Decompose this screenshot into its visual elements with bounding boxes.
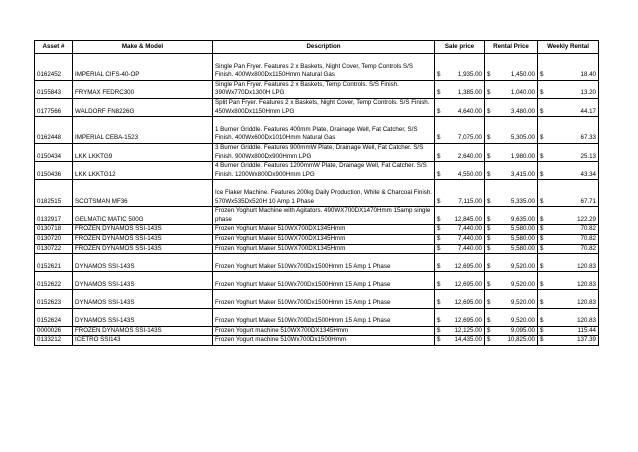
currency-symbol: $ <box>437 197 441 205</box>
table-row <box>35 272 599 290</box>
currency-symbol: $ <box>487 336 491 344</box>
header-description: Description <box>213 41 435 54</box>
cell-asset: 0152622 <box>35 272 73 290</box>
cell-description: Frozen Yogurt machine 510WX700DX1345Hmm <box>213 326 435 336</box>
table-row <box>35 254 599 272</box>
table-row <box>35 244 599 254</box>
header-sale-price: Sale price <box>435 41 485 54</box>
currency-symbol: $ <box>487 170 491 178</box>
cell-sale-price-amount: 7,075.00 <box>457 134 482 142</box>
cell-sale-price-amount: 7,440.00 <box>457 234 482 242</box>
currency-symbol: $ <box>540 134 544 142</box>
cell-sale-price <box>435 80 485 98</box>
cell-weekly-rental-amount: 120.83 <box>577 317 596 325</box>
currency-symbol: $ <box>437 225 441 233</box>
cell-weekly-rental <box>538 272 599 290</box>
cell-weekly-rental-amount: 43.34 <box>580 170 596 178</box>
cell-weekly-rental-amount: 137.39 <box>577 336 596 344</box>
cell-rental-price <box>485 54 538 81</box>
currency-symbol: $ <box>540 71 544 79</box>
cell-weekly-rental-amount: 120.83 <box>577 280 596 288</box>
cell-model: DYNAMOS SSI-143S <box>73 290 213 308</box>
cell-model: DYNAMOS SSI-143S <box>73 272 213 290</box>
cell-rental-price-amount: 9,520.00 <box>510 299 535 307</box>
cell-rental-price-amount: 9,520.00 <box>510 317 535 325</box>
cell-sale-price-amount: 12,695.00 <box>454 262 482 270</box>
cell-sale-price-amount: 1,935.00 <box>457 71 482 79</box>
currency-symbol: $ <box>487 262 491 270</box>
cell-sale-price <box>435 98 485 116</box>
cell-weekly-rental <box>538 180 599 207</box>
cell-sale-price <box>435 162 485 180</box>
header-rental-price: Rental Price <box>485 41 538 54</box>
currency-symbol: $ <box>540 107 544 115</box>
currency-symbol: $ <box>540 262 544 270</box>
currency-symbol: $ <box>540 225 544 233</box>
cell-asset: 0177566 <box>35 98 73 116</box>
cell-weekly-rental <box>538 326 599 336</box>
cell-description: Ice Flaker Machine. Features 200kg Daily Production, White & Charcoal Finish. 570Wx535Dx520H 10 Amp 1 Phase <box>213 180 435 207</box>
cell-rental-price-amount: 3,480.00 <box>510 107 535 115</box>
cell-weekly-rental <box>538 98 599 116</box>
cell-weekly-rental-amount: 70.82 <box>580 244 596 252</box>
cell-rental-price <box>485 336 538 346</box>
equipment-sheet <box>34 40 598 346</box>
cell-model: FROZEN DYNAMOS SSI-143S <box>73 326 213 336</box>
cell-sale-price-amount: 12,845.00 <box>454 215 482 223</box>
cell-sale-price <box>435 54 485 81</box>
cell-model: FROZEN DYNAMOS SSI-143S <box>73 225 213 235</box>
cell-sale-price <box>435 234 485 244</box>
cell-description: Frozen Yogurt machine 510Wx700Dx1500Hmm <box>213 336 435 346</box>
cell-rental-price-amount: 1,040.00 <box>510 89 535 97</box>
currency-symbol: $ <box>487 317 491 325</box>
cell-sale-price <box>435 225 485 235</box>
cell-weekly-rental <box>538 308 599 326</box>
cell-rental-price <box>485 290 538 308</box>
cell-rental-price-amount: 9,635.00 <box>510 215 535 223</box>
cell-model: WALDORF FN8226G <box>73 98 213 116</box>
cell-rental-price-amount: 3,415.00 <box>510 170 535 178</box>
cell-weekly-rental <box>538 225 599 235</box>
currency-symbol: $ <box>540 215 544 223</box>
currency-symbol: $ <box>487 152 491 160</box>
cell-rental-price-amount: 1,450.00 <box>510 71 535 79</box>
currency-symbol: $ <box>540 280 544 288</box>
cell-rental-price-amount: 5,335.00 <box>510 197 535 205</box>
cell-rental-price-amount: 9,520.00 <box>510 262 535 270</box>
cell-sale-price-amount: 4,550.00 <box>457 170 482 178</box>
cell-sale-price-amount: 12,695.00 <box>454 280 482 288</box>
currency-symbol: $ <box>540 234 544 242</box>
cell-rental-price-amount: 5,305.00 <box>510 134 535 142</box>
cell-model: GELMATIC MATIC 500G <box>73 207 213 225</box>
table-row <box>35 162 599 180</box>
cell-rental-price-amount: 10,825.00 <box>507 336 535 344</box>
currency-symbol: $ <box>487 244 491 252</box>
currency-symbol: $ <box>437 107 441 115</box>
currency-symbol: $ <box>437 336 441 344</box>
cell-description: Frozen Yoghurt Maker 510WX700DX1345Hmm <box>213 244 435 254</box>
cell-rental-price <box>485 80 538 98</box>
cell-rental-price-amount: 1,980.00 <box>510 152 535 160</box>
cell-sale-price-amount: 7,115.00 <box>458 197 482 205</box>
cell-sale-price-amount: 7,440.00 <box>457 244 482 252</box>
cell-model: SCOTSMAN MF36 <box>73 180 213 207</box>
cell-sale-price <box>435 143 485 161</box>
table-row <box>35 80 599 98</box>
cell-asset: 0152624 <box>35 308 73 326</box>
cell-description: Single Pan Fryer. Features 2 x Baskets, Temp Controls. S/S Finish. 390Wx770Dx1300H LPG <box>213 80 435 98</box>
header-row <box>35 41 599 54</box>
cell-sale-price <box>435 290 485 308</box>
cell-sale-price <box>435 254 485 272</box>
cell-model: DYNAMOS SSI-143S <box>73 254 213 272</box>
table-row <box>35 207 599 225</box>
table-row <box>35 326 599 336</box>
currency-symbol: $ <box>540 197 544 205</box>
cell-rental-price-amount: 5,580.00 <box>510 234 535 242</box>
cell-weekly-rental-amount: 67.33 <box>580 134 596 142</box>
cell-sale-price <box>435 244 485 254</box>
cell-asset: 0130722 <box>35 244 73 254</box>
cell-asset: 0152623 <box>35 290 73 308</box>
cell-weekly-rental <box>538 234 599 244</box>
currency-symbol: $ <box>437 134 441 142</box>
cell-rental-price <box>485 117 538 144</box>
cell-weekly-rental <box>538 207 599 225</box>
cell-sale-price-amount: 7,440.00 <box>457 225 482 233</box>
cell-rental-price <box>485 225 538 235</box>
table-row <box>35 225 599 235</box>
cell-model: FROZEN DYNAMOS SSI-143S <box>73 234 213 244</box>
cell-sale-price-amount: 12,125.00 <box>454 326 482 334</box>
cell-asset: 0130718 <box>35 225 73 235</box>
cell-sale-price-amount: 12,695.00 <box>454 299 482 307</box>
cell-description: Frozen Yoghurt Machine with Agitators. 490WX700DX1470Hmm 15amp single phase <box>213 207 435 225</box>
currency-symbol: $ <box>487 71 491 79</box>
currency-symbol: $ <box>437 152 441 160</box>
currency-symbol: $ <box>540 170 544 178</box>
currency-symbol: $ <box>487 234 491 242</box>
cell-sale-price <box>435 308 485 326</box>
equipment-table <box>34 40 599 346</box>
currency-symbol: $ <box>540 89 544 97</box>
cell-weekly-rental-amount: 13.20 <box>580 89 596 97</box>
cell-weekly-rental <box>538 143 599 161</box>
cell-weekly-rental-amount: 67.71 <box>580 197 596 205</box>
currency-symbol: $ <box>437 89 441 97</box>
cell-asset: 0162452 <box>35 54 73 81</box>
cell-weekly-rental <box>538 117 599 144</box>
cell-rental-price <box>485 207 538 225</box>
cell-description: Split Pan Fryer. Features 2 x Baskets, Night Cover, Temp Controls. S/S Finish. 450Wx800Dx1150Hmm LPG <box>213 98 435 116</box>
currency-symbol: $ <box>437 299 441 307</box>
currency-symbol: $ <box>540 317 544 325</box>
cell-asset: 0155843 <box>35 80 73 98</box>
cell-rental-price <box>485 244 538 254</box>
cell-weekly-rental-amount: 44.17 <box>580 107 596 115</box>
currency-symbol: $ <box>487 299 491 307</box>
header-model: Make & Model <box>73 41 213 54</box>
cell-model: IMPERIAL CIFS-40-OP <box>73 54 213 81</box>
cell-rental-price-amount: 5,580.00 <box>510 225 535 233</box>
cell-weekly-rental-amount: 18.40 <box>580 71 596 79</box>
cell-sale-price <box>435 336 485 346</box>
cell-sale-price-amount: 14,435.00 <box>454 336 482 344</box>
currency-symbol: $ <box>437 234 441 242</box>
cell-rental-price <box>485 234 538 244</box>
currency-symbol: $ <box>487 326 491 334</box>
cell-model: LKK LKKTG9 <box>73 143 213 161</box>
cell-rental-price <box>485 180 538 207</box>
cell-sale-price <box>435 207 485 225</box>
table-row <box>35 308 599 326</box>
table-body <box>35 54 599 346</box>
table-row <box>35 143 599 161</box>
currency-symbol: $ <box>487 107 491 115</box>
table-row <box>35 180 599 207</box>
cell-weekly-rental <box>538 336 599 346</box>
currency-symbol: $ <box>437 71 441 79</box>
currency-symbol: $ <box>437 280 441 288</box>
cell-weekly-rental-amount: 120.83 <box>577 299 596 307</box>
cell-sale-price <box>435 180 485 207</box>
currency-symbol: $ <box>437 262 441 270</box>
cell-asset: 0150434 <box>35 143 73 161</box>
cell-description: Frozen Yoghurt Maker 510Wx700Dx1500Hmm 15 Amp 1 Phase <box>213 290 435 308</box>
cell-rental-price <box>485 143 538 161</box>
header-weekly-rental: Weekly Rental <box>538 41 599 54</box>
cell-weekly-rental-amount: 25.13 <box>580 152 596 160</box>
currency-symbol: $ <box>487 215 491 223</box>
cell-description: 1 Burner Griddle. Features 400mm Plate, Drainage Well, Fat Catcher, S/S Finish. 400Wx600Dx1010Hmm Natural Gas <box>213 117 435 144</box>
cell-model: LKK LKKTG12 <box>73 162 213 180</box>
cell-asset: 0132917 <box>35 207 73 225</box>
cell-description: Frozen Yoghurt Maker 510Wx700Dx1500Hmm 15 Amp 1 Phase <box>213 254 435 272</box>
cell-model: FRYMAX FEDRC300 <box>73 80 213 98</box>
cell-weekly-rental-amount: 70.82 <box>580 225 596 233</box>
cell-description: Frozen Yoghurt Maker 510Wx700Dx1500Hmm 15 Amp 1 Phase <box>213 272 435 290</box>
cell-rental-price <box>485 272 538 290</box>
cell-rental-price <box>485 162 538 180</box>
cell-model: IMPERIAL CEBA-1523 <box>73 117 213 144</box>
cell-asset: 0150436 <box>35 162 73 180</box>
cell-weekly-rental <box>538 162 599 180</box>
cell-sale-price-amount: 1,385.00 <box>457 89 482 97</box>
cell-description: 4 Burner Griddle. Features 1200mmW Plate, Drainage Well, Fat Catcher. S/S Finish. 1200Wx800Dx900Hmm LPG <box>213 162 435 180</box>
cell-sale-price-amount: 4,640.00 <box>457 107 482 115</box>
cell-sale-price <box>435 272 485 290</box>
table-row <box>35 98 599 116</box>
cell-weekly-rental <box>538 54 599 81</box>
cell-description: Frozen Yoghurt Maker 510Wx700Dx1500Hmm 15 Amp 1 Phase <box>213 308 435 326</box>
currency-symbol: $ <box>487 134 491 142</box>
cell-asset: 0152621 <box>35 254 73 272</box>
cell-rental-price-amount: 9,520.00 <box>510 280 535 288</box>
currency-symbol: $ <box>540 152 544 160</box>
currency-symbol: $ <box>487 280 491 288</box>
currency-symbol: $ <box>540 326 544 334</box>
cell-weekly-rental <box>538 244 599 254</box>
table-row <box>35 54 599 81</box>
cell-asset: 0133212 <box>35 336 73 346</box>
cell-description: 3 Burner Griddle. Features 900mmW Plate, Drainage Well, Fat Catcher. S/S Finish. 900Wx800Dx900Hmm LPG <box>213 143 435 161</box>
currency-symbol: $ <box>487 225 491 233</box>
cell-weekly-rental-amount: 122.29 <box>577 215 596 223</box>
cell-weekly-rental <box>538 80 599 98</box>
cell-description: Frozen Yoghurt Maker 510WX700DX1345Hmm <box>213 225 435 235</box>
cell-asset: 0000026 <box>35 326 73 336</box>
cell-description: Single Pan Fryer. Features 2 x Baskets, Night Cover, Temp Controls S/S Finish. 400Wx800Dx1150Hmm Natural Gas <box>213 54 435 81</box>
currency-symbol: $ <box>540 299 544 307</box>
table-row <box>35 290 599 308</box>
cell-model: DYNAMOS SSI-143S <box>73 308 213 326</box>
currency-symbol: $ <box>437 244 441 252</box>
table-row <box>35 117 599 144</box>
currency-symbol: $ <box>540 244 544 252</box>
cell-asset: 0130720 <box>35 234 73 244</box>
cell-rental-price-amount: 5,580.00 <box>510 244 535 252</box>
cell-sale-price <box>435 117 485 144</box>
table-row <box>35 234 599 244</box>
cell-weekly-rental <box>538 290 599 308</box>
cell-asset: 0182515 <box>35 180 73 207</box>
cell-sale-price <box>435 326 485 336</box>
currency-symbol: $ <box>540 336 544 344</box>
cell-rental-price-amount: 9,095.00 <box>510 326 535 334</box>
header-asset: Asset # <box>35 41 73 54</box>
currency-symbol: $ <box>437 215 441 223</box>
currency-symbol: $ <box>487 197 491 205</box>
cell-weekly-rental-amount: 70.82 <box>580 234 596 242</box>
currency-symbol: $ <box>487 89 491 97</box>
cell-weekly-rental <box>538 254 599 272</box>
currency-symbol: $ <box>437 170 441 178</box>
cell-model: FROZEN DYNAMOS SSI-143S <box>73 244 213 254</box>
cell-rental-price <box>485 254 538 272</box>
cell-rental-price <box>485 308 538 326</box>
cell-weekly-rental-amount: 120.83 <box>577 262 596 270</box>
currency-symbol: $ <box>437 326 441 334</box>
cell-rental-price <box>485 326 538 336</box>
table-row <box>35 336 599 346</box>
currency-symbol: $ <box>437 317 441 325</box>
cell-sale-price-amount: 12,695.00 <box>454 317 482 325</box>
cell-description: Frozen Yoghurt Maker 510WX700DX1345Hmm <box>213 234 435 244</box>
cell-rental-price <box>485 98 538 116</box>
cell-weekly-rental-amount: 115.44 <box>577 326 596 334</box>
cell-sale-price-amount: 2,640.00 <box>457 152 482 160</box>
cell-asset: 0162448 <box>35 117 73 144</box>
cell-model: ICETRO SSI143 <box>73 336 213 346</box>
